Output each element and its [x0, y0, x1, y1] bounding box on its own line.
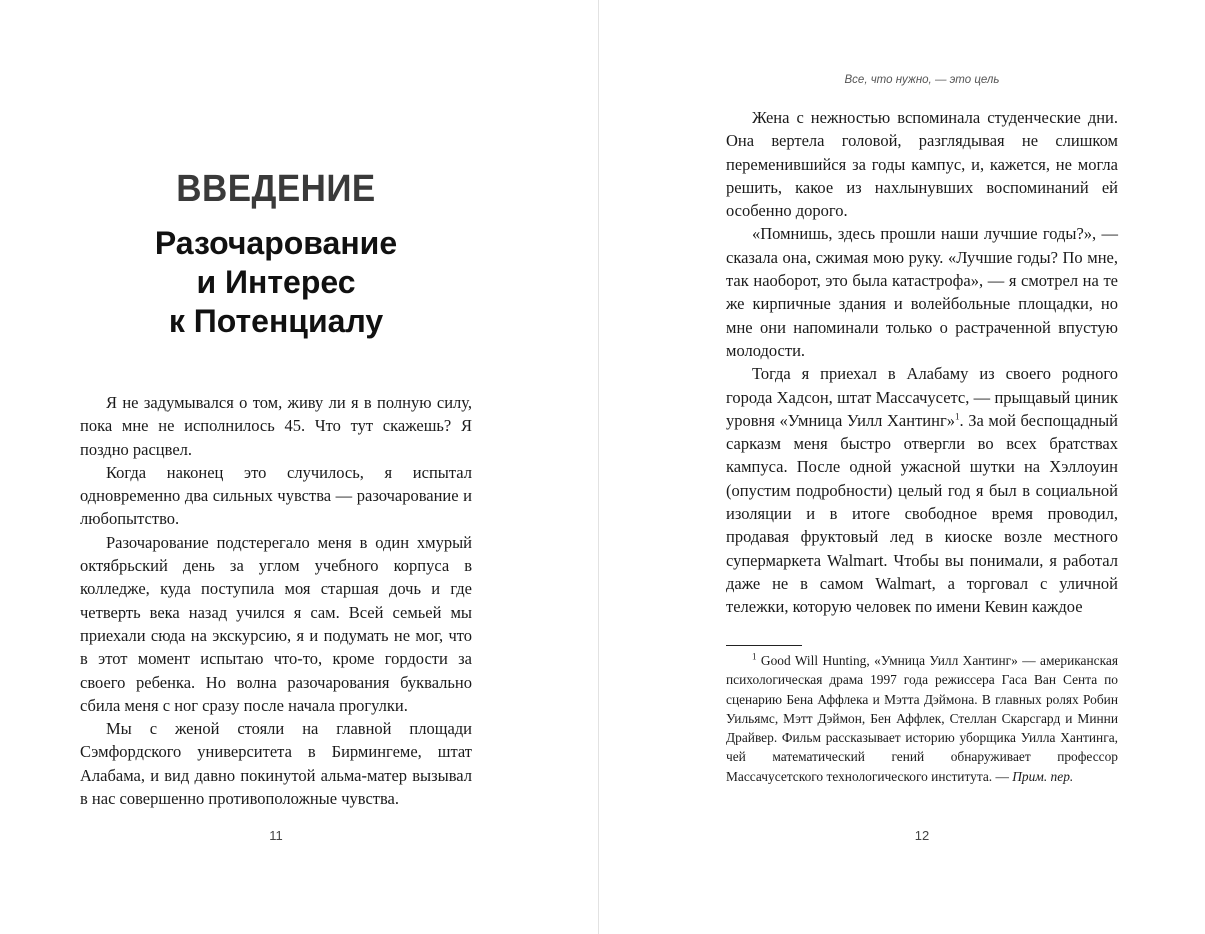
paragraph-text: Тогда я приехал в Алабаму из своего родного города Хадсон, штат Массачусетс, — прыщавый циник уровня «Умница Уилл Хантинг»	[726, 364, 1118, 430]
footnote-rule	[726, 645, 802, 646]
footnote-reference[interactable]: 1	[954, 411, 960, 422]
paragraph: Я не задумывался о том, живу ли я в полную силу, пока мне не исполнилось 45. Что тут скажешь? Я поздно расцвел.	[80, 393, 472, 459]
paragraph: «Помнишь, здесь прошли наши лучшие годы?», — сказала она, сжимая мою руку. «Лучшие годы? По мне, так наоборот, это была катастрофа», — я смотрел на те же кирпичные здания и волейбольные площадки, но мне они напоминали только о растраченной впустую молодости.	[726, 224, 1118, 360]
right-page	[599, 0, 1205, 934]
chapter-title-line: к Потенциалу	[168, 303, 384, 339]
paragraph-text: . За мой беспощадный сарказм меня быстро отвергли во всех братствах кампуса. После одной ужасной шутки на Хэллоуин (опустим подробности) целый год я был в социальной изоляции и в итоге свободное время проводил, продавая фруктовый лед в киоске возле местного супермаркета Walmart. Чтобы вы понимали, я работал даже не в самом Walmart, а торговал с уличной тележки, которую человек по имени Кевин каждое	[726, 410, 1118, 617]
right-body-text	[726, 106, 1118, 619]
footnote-text: Good Will Hunting, «Умница Уилл Хантинг» — американская психологическая драма 1997 года режиссера Гаса Ван Сента по сценарию Бена Аффлека и Мэтта Дэймона. В главных ролях Робин Уильямс, Мэтт Дэймон, Бен Аффлек, Стеллан Скарсгард и Минни Драйвер. Фильм рассказывает историю уборщика Уилла Хантинга, чей математический гений обнаруживает профессор Массачусетского технологического института. —	[726, 653, 1118, 784]
paragraph: Мы с женой стояли на главной площади Сэмфордского университета в Бирмингеме, штат Алабама, и вид давно покинутой альма-матер вызывал в нас совершенно противоположные чувства.	[80, 719, 472, 809]
translator-note: Прим. пер.	[1012, 768, 1074, 784]
page-number: 11	[269, 828, 283, 843]
paragraph: Жена с нежностью вспоминала студенческие дни. Она вертела головой, разглядывая не слишком переменившийся за годы кампус, и, кажется, не могла решить, какое из нахлынувших воспоминаний ей особенно дорого.	[726, 108, 1118, 221]
chapter-label: ВВЕДЕНИЕ	[176, 168, 376, 210]
chapter-title	[60, 224, 492, 341]
running-head: Все, что нужно, — это цель	[844, 74, 1000, 86]
paragraph: Разочарование подстерегало меня в один хмурый октябрьский день за углом учебного корпуса в колледже, куда поступила моя старшая дочь и где четверть века назад учился я сам. Всей семьей мы приехали сюда на экскурсию, я и подумать не мог, что в этот момент испытаю что-то, кроме гордости за своего ребенка. Но волна разочарования буквально сбила меня с ног сразу после начала прогулки.	[80, 532, 472, 715]
footnote	[726, 651, 1118, 786]
left-body-text	[80, 391, 472, 810]
paragraph	[726, 362, 1118, 618]
chapter-title-line: Разочарование	[154, 225, 398, 261]
paragraph: Когда наконец это случилось, я испытал одновременно два сильных чувства — разочарование и любопытство.	[80, 462, 472, 529]
chapter-title-line: и Интерес	[196, 264, 356, 300]
footnote-marker: 1	[752, 651, 757, 662]
left-page	[0, 0, 598, 934]
page-number: 12	[914, 828, 930, 843]
